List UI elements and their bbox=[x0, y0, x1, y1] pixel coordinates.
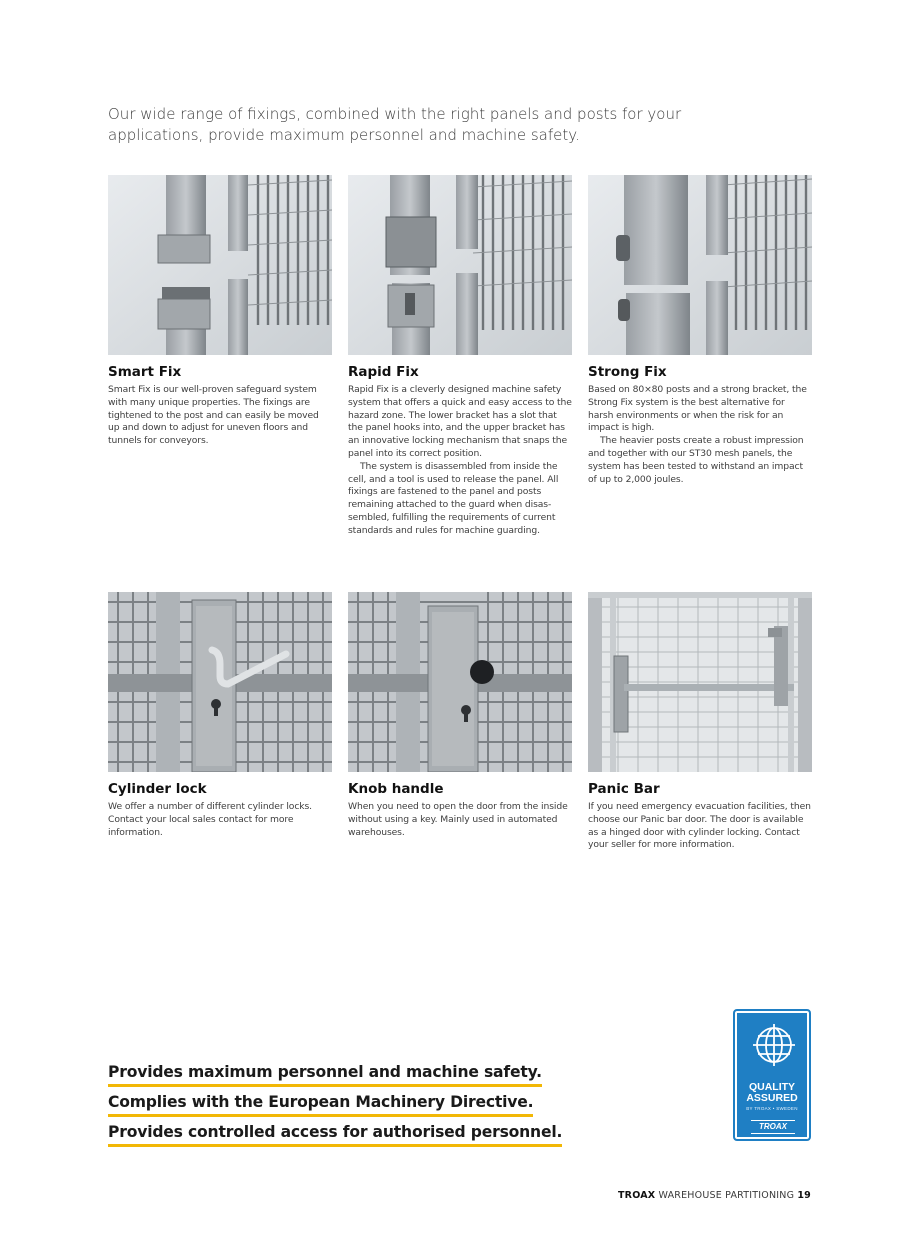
product-card-knob-handle bbox=[348, 592, 572, 839]
badge-brand-logo: TROAX bbox=[751, 1120, 795, 1134]
page-footer bbox=[618, 1190, 811, 1201]
key-claims bbox=[108, 1062, 562, 1152]
footer-section: WAREHOUSE PARTITIONING bbox=[658, 1190, 795, 1201]
product-title: Strong Fix bbox=[588, 364, 667, 380]
intro-text: Our wide range of fixings, combined with the right panels and posts for your applications, provide maximum personnel and machine safety. bbox=[108, 105, 682, 144]
product-card-panic-bar bbox=[588, 592, 812, 852]
product-description: The heavier posts create a robust impression and together with our ST30 mesh panels, the system has been tested to withstand an impact of up to 2,000 joules. bbox=[588, 435, 804, 485]
product-title: Knob handle bbox=[348, 781, 444, 797]
product-description: Based on 80×80 posts and a strong bracket, the Strong Fix system is the best alternative for harsh environments or when the risk for an impact is high. bbox=[588, 384, 807, 434]
footer-brand: TROAX bbox=[618, 1190, 656, 1201]
rapid-fix-photo bbox=[348, 175, 572, 355]
panic-bar-photo bbox=[588, 592, 812, 772]
product-description: Smart Fix is our well-proven safeguard system with many unique properties. The fixings are tightened to the post and can easily be moved up and down to adjust for uneven floors and tunnels for conveyors. bbox=[108, 384, 319, 447]
product-description: The system is disassembled from inside the cell, and a tool is used to release the panel. All fixings are fastened to the panel and posts remaining attached to the guard when disassembled, fulfilling the requirements of current standards and rules for machine guarding. bbox=[348, 460, 559, 536]
badge-line3: BY TROAX • SWEDEN bbox=[746, 1106, 798, 1111]
cylinder-lock-photo bbox=[108, 592, 332, 772]
quality-assured-badge bbox=[733, 1009, 811, 1141]
product-card-rapid-fix bbox=[348, 175, 572, 538]
badge-line2: ASSURED bbox=[746, 1092, 798, 1104]
claim-directive: Complies with the European Machinery Directive. bbox=[108, 1092, 533, 1117]
product-card-strong-fix bbox=[588, 175, 812, 486]
product-description: If you need emergency evacuation facilities, then choose our Panic bar door. The door is available as a hinged door with cylinder locking. Contact your seller for more information. bbox=[588, 801, 811, 851]
globe-icon bbox=[752, 1023, 796, 1067]
product-description: When you need to open the door from the inside without using a key. Mainly used in automated warehouses. bbox=[348, 801, 568, 838]
smart-fix-photo bbox=[108, 175, 332, 355]
strong-fix-photo bbox=[588, 175, 812, 355]
product-description: We offer a number of different cylinder locks. Contact your local sales contact for more information. bbox=[108, 801, 312, 838]
product-title: Panic Bar bbox=[588, 781, 660, 797]
product-title: Rapid Fix bbox=[348, 364, 419, 380]
product-description: Rapid Fix is a cleverly designed machine safety system that offers a quick and easy access to the hazard zone. The lower bracket has a slot that the panel hooks into, and the upper bracket has an innovative locking mechanism that snaps the panel into its correct position. bbox=[348, 384, 572, 459]
product-title: Smart Fix bbox=[108, 364, 182, 380]
product-title: Cylinder lock bbox=[108, 781, 207, 797]
claim-access: Provides controlled access for authorised personnel. bbox=[108, 1122, 562, 1147]
page-number: 19 bbox=[797, 1190, 811, 1201]
product-card-smart-fix bbox=[108, 175, 332, 448]
knob-handle-photo bbox=[348, 592, 572, 772]
badge-line1: QUALITY bbox=[748, 1081, 796, 1093]
product-card-cylinder-lock bbox=[108, 592, 332, 839]
claim-safety: Provides maximum personnel and machine safety. bbox=[108, 1062, 542, 1087]
